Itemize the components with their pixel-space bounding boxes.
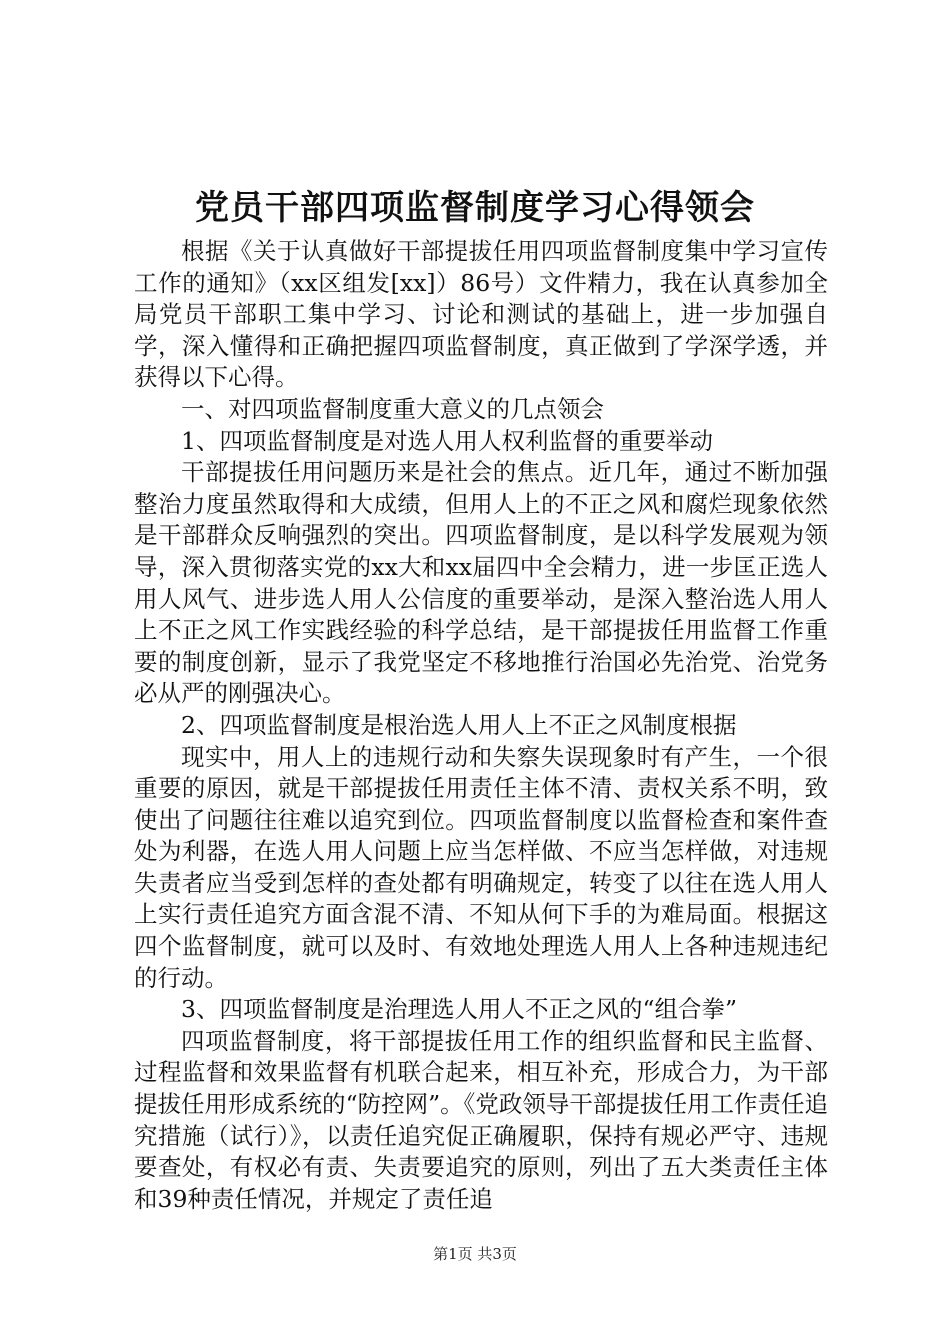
subheading-3: 3、四项监督制度是治理选人用人不正之风的“组合拳”: [181, 995, 737, 1024]
subheading-1: 1、四项监督制度是对选人用人权利监督的重要举动: [181, 426, 713, 455]
paragraph-1: 干部提拔任用问题历来是社会的焦点。近几年，通过不断加强整治力度虽然取得和大成绩，但用人上的不正之风和腐烂现象依然是干部群众反响强烈的突出。四项监督制度，是以科学发展观为领导，深入贯彻落实党的xx大和xx届四中全会精力，进一步匡正选人用人风气、进步选人用人公信度的重要举动，是深入整治选人用人上不正之风工作实践经验的科学总结，是干部提拔任用监督工作重要的制度创新，显示了我党坚定不移地推行治国必先治党、治党务必从严的刚强决心。: [134, 458, 828, 708]
paragraph-intro: 根据《关于认真做好干部提拔任用四项监督制度集中学习宣传工作的通知》（xx区组发[xx]）86号）文件精力，我在认真参加全局党员干部职工集中学习、讨论和测试的基础上，进一步加强自学，深入懂得和正确把握四项监督制度，真正做到了学深学透，并获得以下心得。: [134, 237, 828, 392]
section-heading-1: 一、对四项监督制度重大意义的几点领会: [181, 394, 604, 423]
paragraph-2: 现实中，用人上的违规行动和失察失误现象时有产生，一个很重要的原因，就是干部提拔任用责任主体不清、责权关系不明，致使出了问题往往难以追究到位。四项监督制度以监督检查和案件查处为利器，在选人用人问题上应当怎样做、不应当怎样做，对违规失责者应当受到怎样的查处都有明确规定，转变了以往在选人用人上实行责任追究方面含混不清、不知从何下手的为难局面。根据这四个监督制度，就可以及时、有效地处理选人用人上各种违规违纪的行动。: [134, 742, 828, 992]
document-title: 党员干部四项监督制度学习心得领会: [195, 188, 755, 228]
subheading-2: 2、四项监督制度是根治选人用人上不正之风制度根据: [181, 710, 737, 739]
page-footer: 第1页 共3页: [433, 1245, 517, 1263]
document-body: [134, 236, 828, 1215]
paragraph-3: 四项监督制度，将干部提拔任用工作的组织监督和民主监督、过程监督和效果监督有机联合起来，相互补充，形成合力，为干部提拔任用形成系统的“防控网”。《党政领导干部提拔任用工作责任追究措施（试行）》，以责任追究促正确履职，保持有规必严守、违规要查处，有权必有责、失责要追究的原则，列出了五大类责任主体和39种责任情况，并规定了责任追: [134, 1026, 828, 1213]
